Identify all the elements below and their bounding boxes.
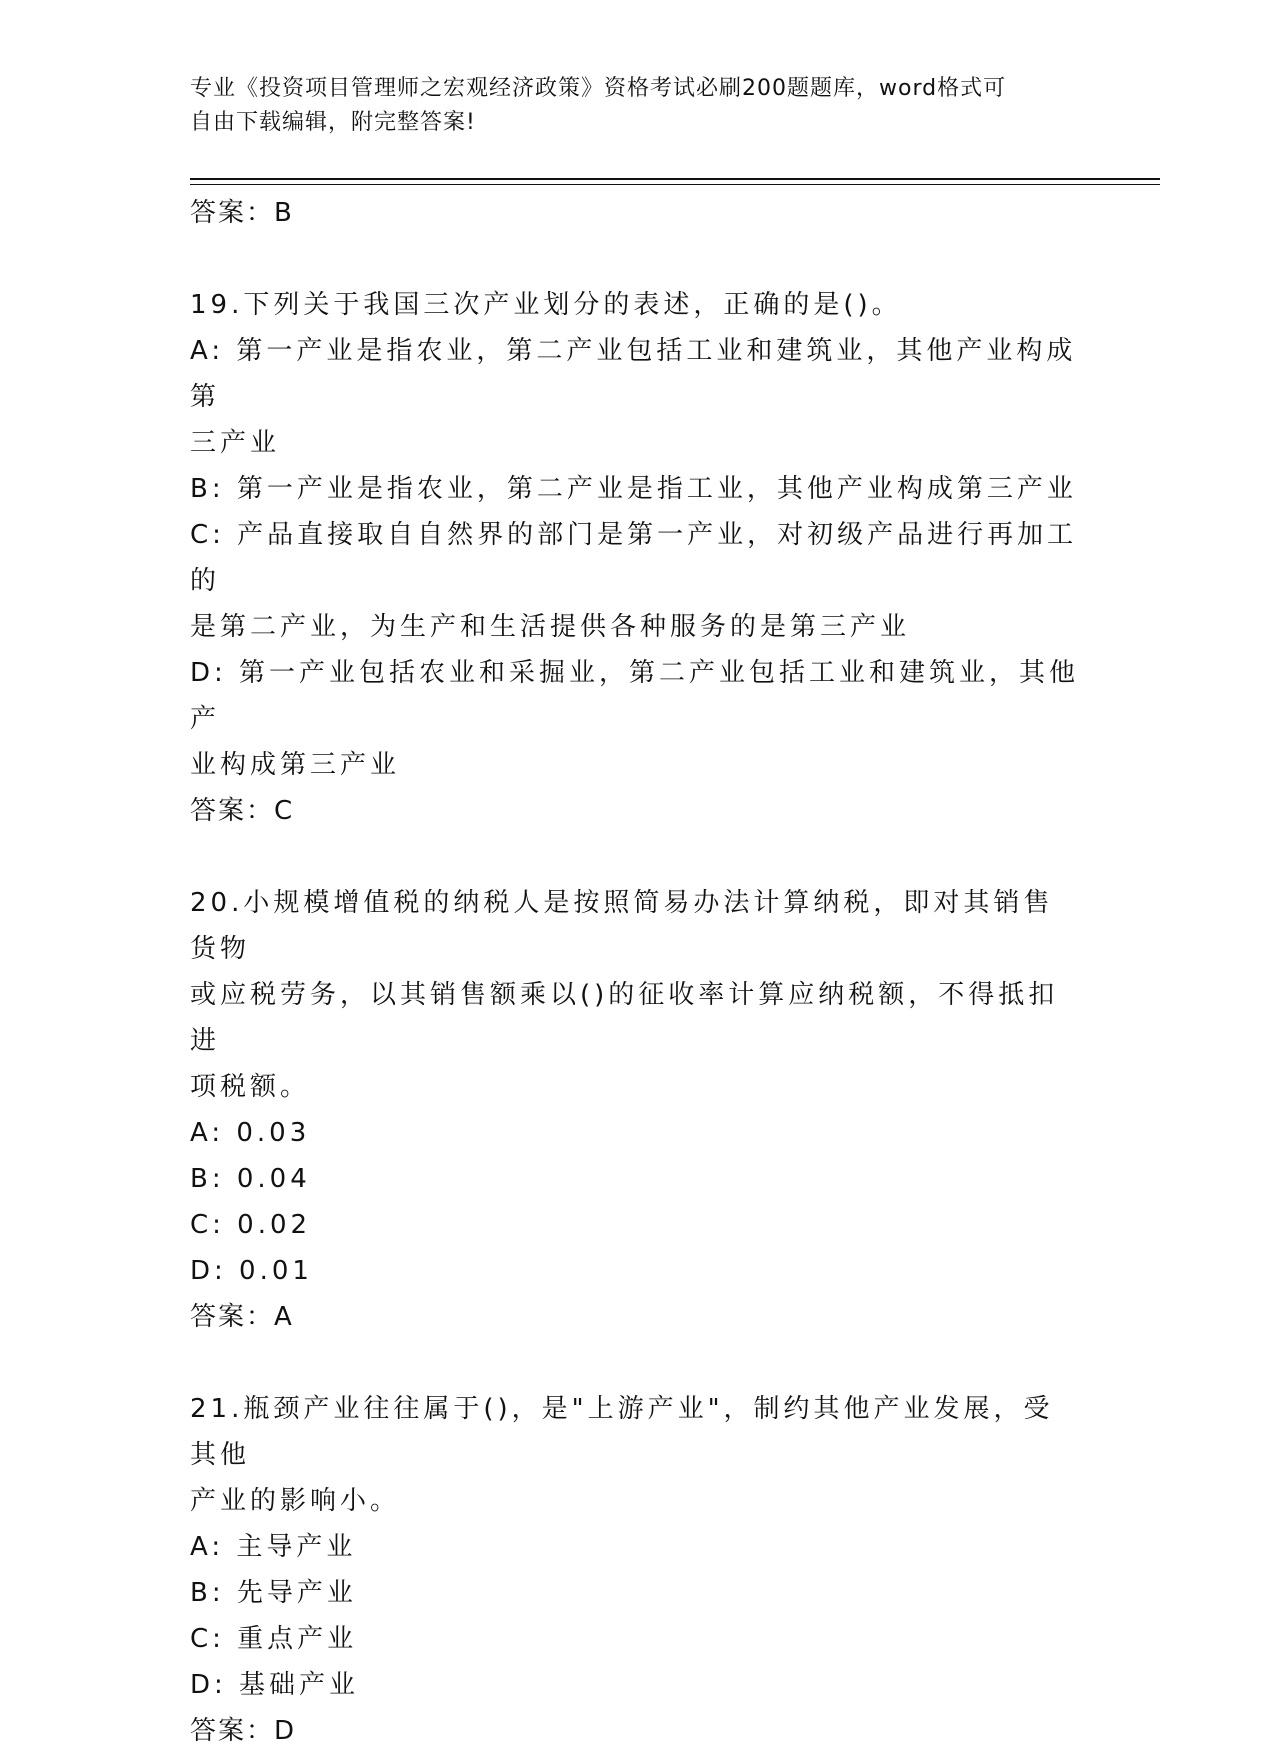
- question-stem: 或应税劳务，以其销售额乘以()的征收率计算应纳税额，不得抵扣进: [190, 980, 1059, 1056]
- option-a: A: 主导产业: [190, 1532, 357, 1562]
- question-stem: 产业的影响小。: [190, 1486, 401, 1516]
- spacer: [190, 1340, 1080, 1386]
- option-line: 业构成第三产业: [190, 750, 401, 780]
- question-stem: 20.小规模增值税的纳税人是按照简易办法计算纳税，即对其销售货物: [190, 888, 1054, 964]
- question-list: [190, 190, 1080, 1754]
- question-19: [190, 282, 1080, 834]
- option-d: D: 基础产业: [190, 1670, 360, 1700]
- option-line: 三产业: [190, 428, 281, 458]
- spacer: [190, 834, 1080, 880]
- question-21: [190, 1386, 1080, 1754]
- option-line: D: 第一产业包括农业和采掘业，第二产业包括工业和建筑业，其他产: [190, 658, 1080, 734]
- option-line: A: 第一产业是指农业，第二产业包括工业和建筑业，其他产业构成第: [190, 336, 1077, 412]
- option-b: [190, 466, 1080, 512]
- header-rule-thick: [190, 178, 1160, 180]
- option-d: [190, 650, 1080, 788]
- question-stem: 21.瓶颈产业往往属于()，是"上游产业"，制约其他产业发展，受其他: [190, 1394, 1054, 1470]
- spacer: [190, 236, 1080, 282]
- header-line-2: 自由下载编辑，附完整答案!: [190, 110, 476, 135]
- answer-label: 答案：C: [190, 796, 295, 826]
- option-b: B: 0.04: [190, 1164, 311, 1194]
- question-stem: 19.下列关于我国三次产业划分的表述，正确的是()。: [190, 290, 902, 320]
- option-line: B: 第一产业是指农业，第二产业是指工业，其他产业构成第三产业: [190, 474, 1077, 504]
- header-rule-thin: [190, 184, 1160, 185]
- option-c: [190, 512, 1080, 650]
- document-header: [190, 72, 1090, 140]
- previous-answer: 答案：B: [190, 198, 294, 228]
- option-line: C: 产品直接取自自然界的部门是第一产业，对初级产品进行再加工的: [190, 520, 1078, 596]
- option-a: A: 0.03: [190, 1118, 311, 1148]
- answer-label: 答案：A: [190, 1302, 294, 1332]
- option-a: [190, 328, 1080, 466]
- question-stem: 项税额。: [190, 1072, 311, 1102]
- answer-label: 答案：D: [190, 1716, 297, 1746]
- question-20: [190, 880, 1080, 1340]
- option-c: C: 重点产业: [190, 1624, 358, 1654]
- option-b: B: 先导产业: [190, 1578, 357, 1608]
- option-c: C: 0.02: [190, 1210, 312, 1240]
- option-line: 是第二产业，为生产和生活提供各种服务的是第三产业: [190, 612, 911, 642]
- header-line-1: 专业《投资项目管理师之宏观经济政策》资格考试必刷200题题库，word格式可: [190, 76, 1007, 101]
- option-d: D: 0.01: [190, 1256, 313, 1286]
